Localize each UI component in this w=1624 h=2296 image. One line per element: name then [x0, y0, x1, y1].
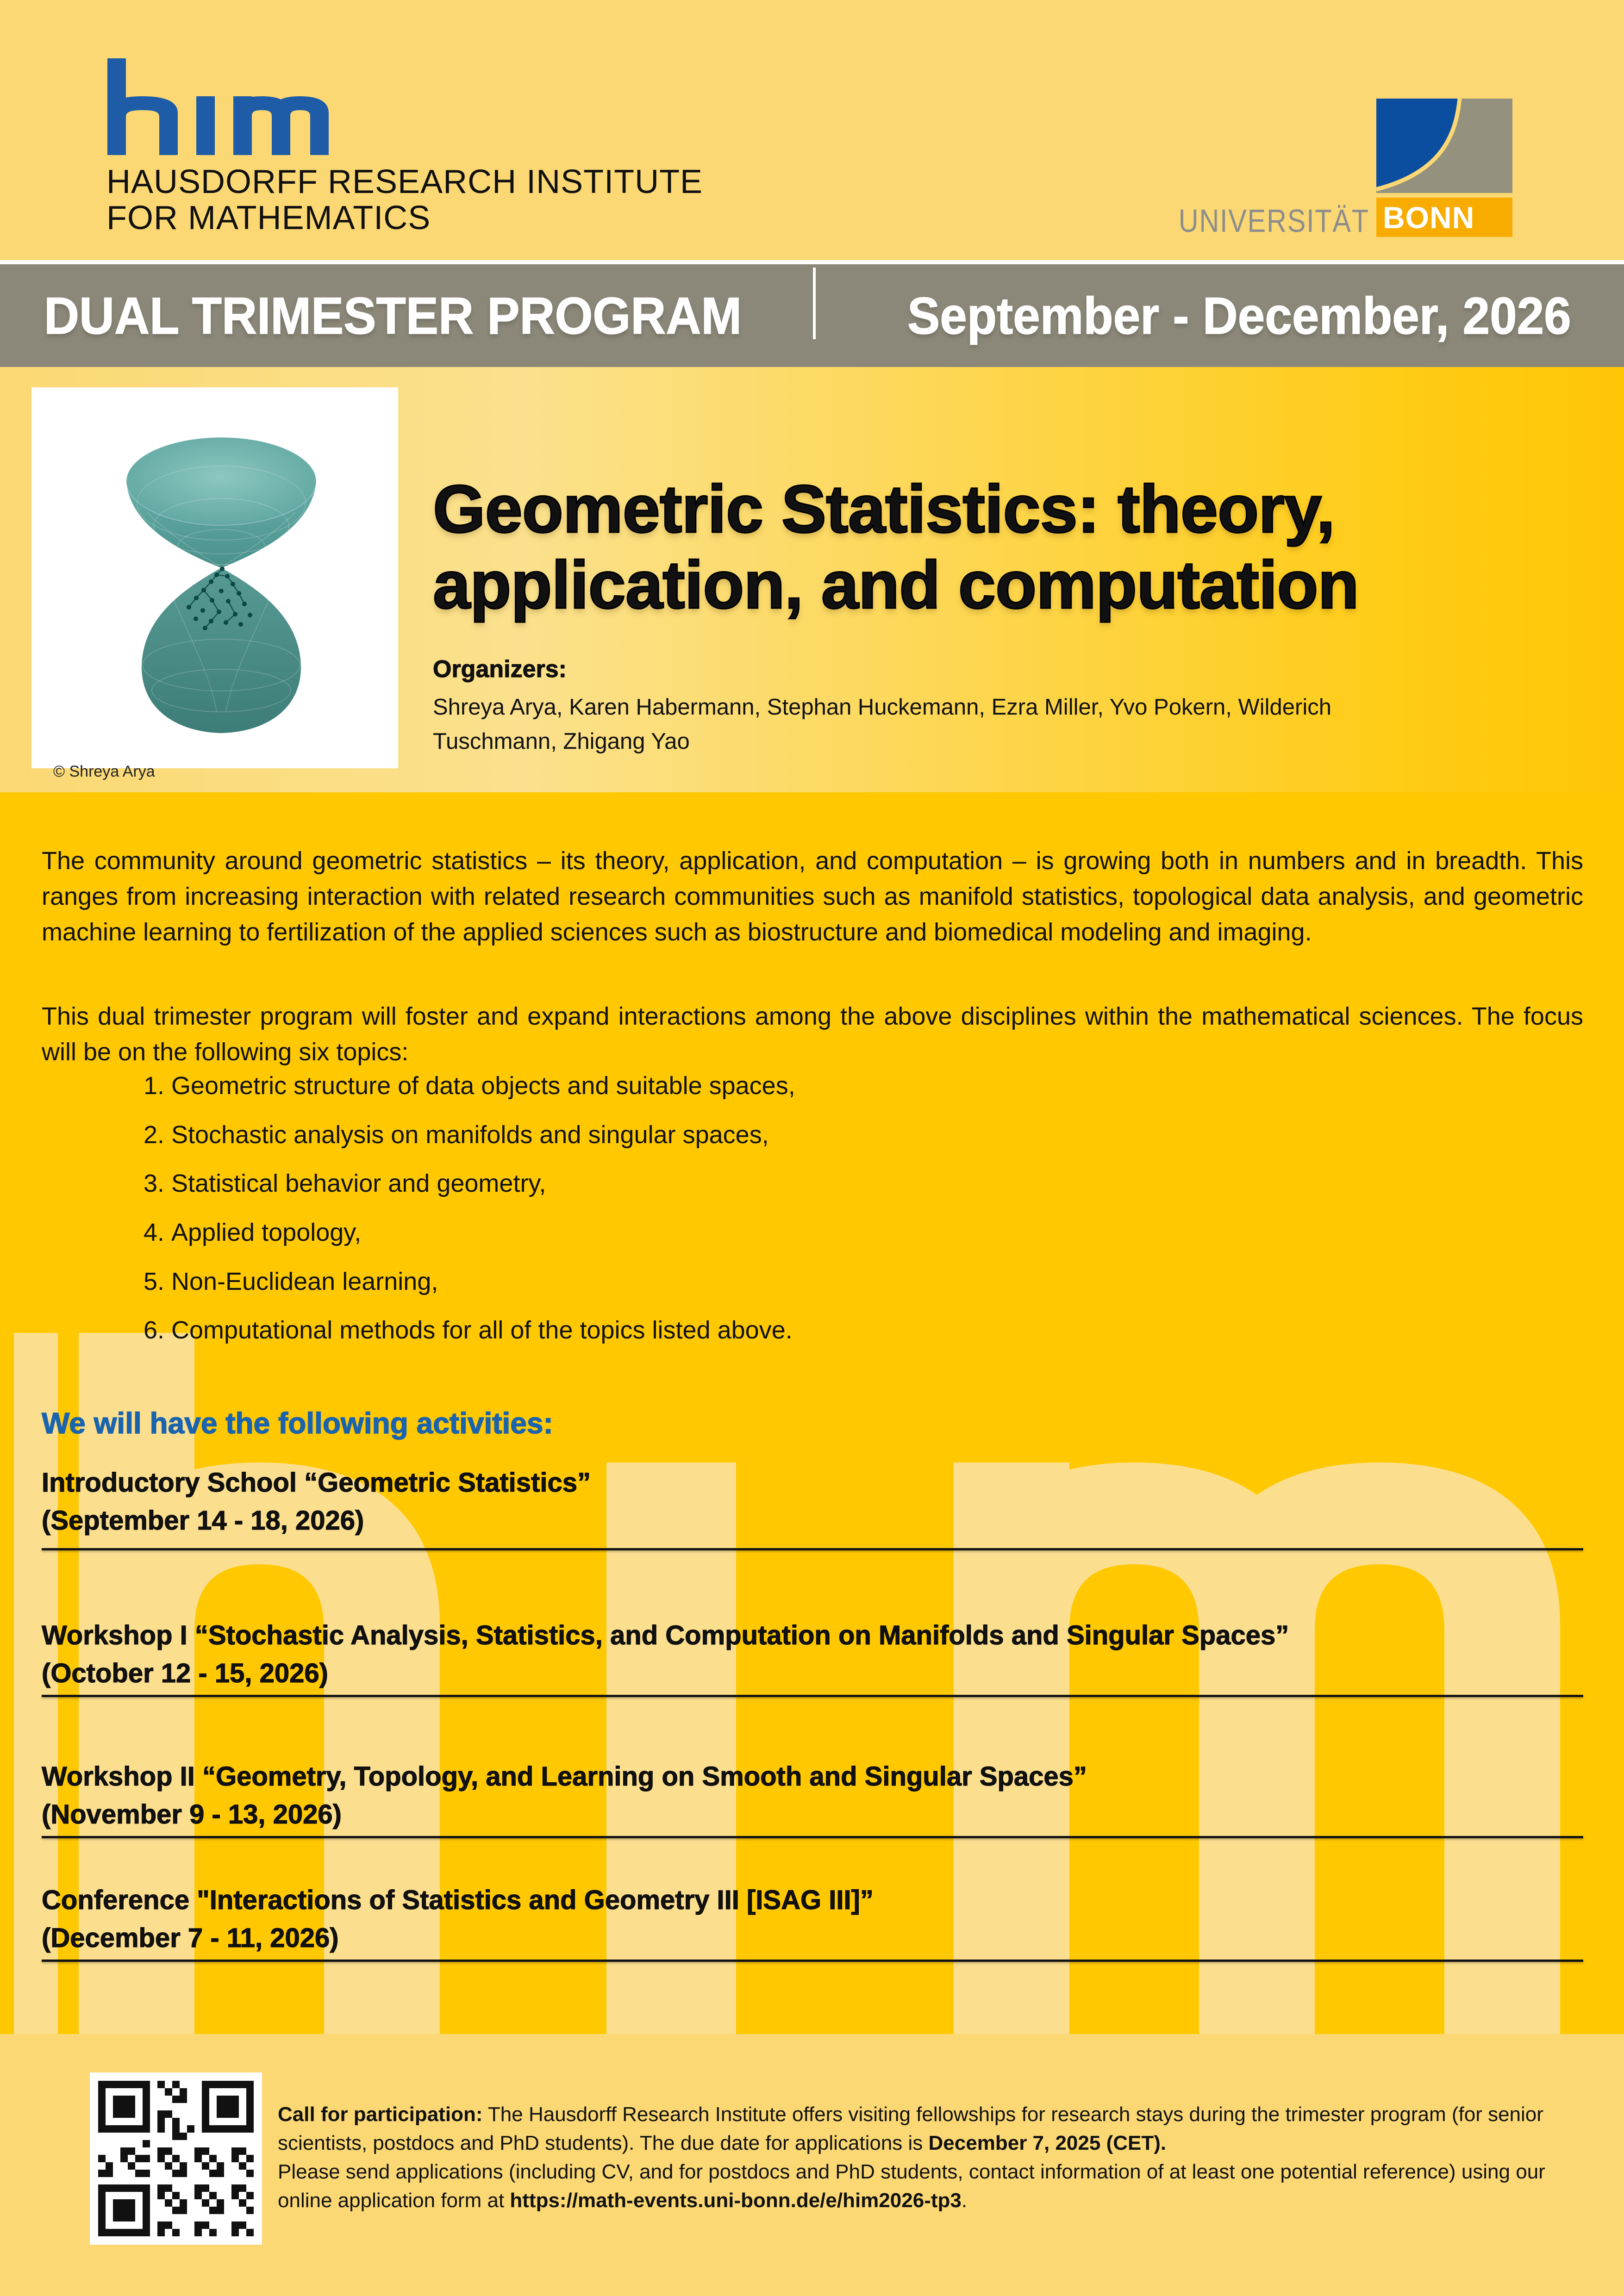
divider-line-horizontal — [0, 260, 1624, 264]
call-for-participation — [278, 2100, 1555, 2215]
banner-divider — [813, 268, 816, 339]
topic-item: 2. Stochastic analysis on manifolds and singular spaces, — [171, 1122, 795, 1148]
institute-name-line2: FOR MATHEMATICS — [106, 199, 431, 236]
title-line1: Geometric Statistics: theory, — [433, 471, 1335, 547]
title-line2: application, and computation — [433, 547, 1359, 622]
uni-bonn-logo — [1376, 99, 1512, 193]
intro-paragraph: The community around geometric statistics – its theory, application, and computation – is growing both in numbers and in breadth. This ranges from increasing interaction with related research communities such as manifold statistics, topological data analysis, and geometric machine learning to fertilization of the applied sciences such as biostructure and biomedical modeling and imaging. — [42, 847, 1583, 946]
topic-item: 4. Applied topology, — [171, 1220, 795, 1246]
image-credit: © Shreya Arya — [53, 763, 155, 780]
topic-item: 1. Geometric structure of data objects and suitable spaces, — [171, 1073, 795, 1099]
program-dates: September - December, 2026 — [907, 286, 1571, 345]
activity-dates-workshop-2: (November 9 - 13, 2026) — [42, 1799, 342, 1829]
topic-item: 5. Non-Euclidean learning, — [171, 1269, 795, 1295]
topic-item: 6. Computational methods for all of the topics listed above. — [171, 1317, 795, 1344]
separator-rule — [42, 1695, 1583, 1697]
separator-rule — [42, 1960, 1583, 1962]
program-type: DUAL TRIMESTER PROGRAM — [44, 286, 742, 345]
institute-name-line1: HAUSDORFF RESEARCH INSTITUTE — [106, 163, 703, 200]
organizers-names: Shreya Arya, Karen Habermann, Stephan Huckemann, Ezra Miller, Yvo Pokern, Wilderich Tuschmann, Zhigang Yao — [433, 695, 1331, 754]
hourglass-illustration — [31, 387, 398, 768]
qr-code[interactable] — [90, 2072, 262, 2245]
cfp-paragraph-2: Please send applications (including CV, and for postdocs and PhD students, contact information of at least one potential reference) using our online application form at https://math-events.uni-bonn.de/e/him2026-tp3. — [278, 2160, 1545, 2212]
organizers-label: Organizers: — [433, 656, 567, 683]
topics-list — [69, 1073, 795, 1366]
topic-item: 3. Statistical behavior and geometry, — [171, 1170, 795, 1197]
bonn-wordmark — [1376, 198, 1512, 237]
activity-title-workshop-1: Workshop I “Stochastic Analysis, Statistics, and Computation on Manifolds and Singular Spaces” — [42, 1620, 1289, 1650]
program-paragraph: This dual trimester program will foster and expand interactions among the above disciplines within the mathematical sciences. The focus will be on the following six topics: — [42, 1002, 1583, 1066]
separator-rule — [42, 1836, 1583, 1838]
application-url[interactable]: https://math-events.uni-bonn.de/e/him2026-tp3 — [510, 2189, 962, 2212]
activity-dates-workshop-1: (October 12 - 15, 2026) — [42, 1658, 328, 1688]
activity-title-intro-school: Introductory School “Geometric Statistics” — [42, 1468, 591, 1498]
separator-rule — [42, 1548, 1583, 1550]
activity-dates-intro-school: (September 14 - 18, 2026) — [42, 1506, 364, 1536]
him-logo — [107, 58, 329, 155]
cfp-paragraph-1: Call for participation: The Hausdorff Research Institute offers visiting fellowships for research stays during the trimester program (for senior scientists, postdocs and PhD students). The due date for applications is December 7, 2025 (CET). — [278, 2103, 1543, 2154]
activity-title-workshop-2: Workshop II “Geometry, Topology, and Learning on Smooth and Singular Spaces” — [42, 1761, 1087, 1792]
page-title — [433, 471, 1359, 622]
activity-dates-conference: (December 7 - 11, 2026) — [42, 1923, 339, 1953]
activities-heading: We will have the following activities: — [42, 1406, 553, 1440]
university-label: UNIVERSITÄT — [1178, 203, 1369, 239]
hourglass-figure — [31, 387, 398, 768]
bonn-label: BONN — [1383, 200, 1475, 235]
activity-title-conference: Conference "Interactions of Statistics and Geometry III [ISAG III]” — [42, 1885, 874, 1915]
